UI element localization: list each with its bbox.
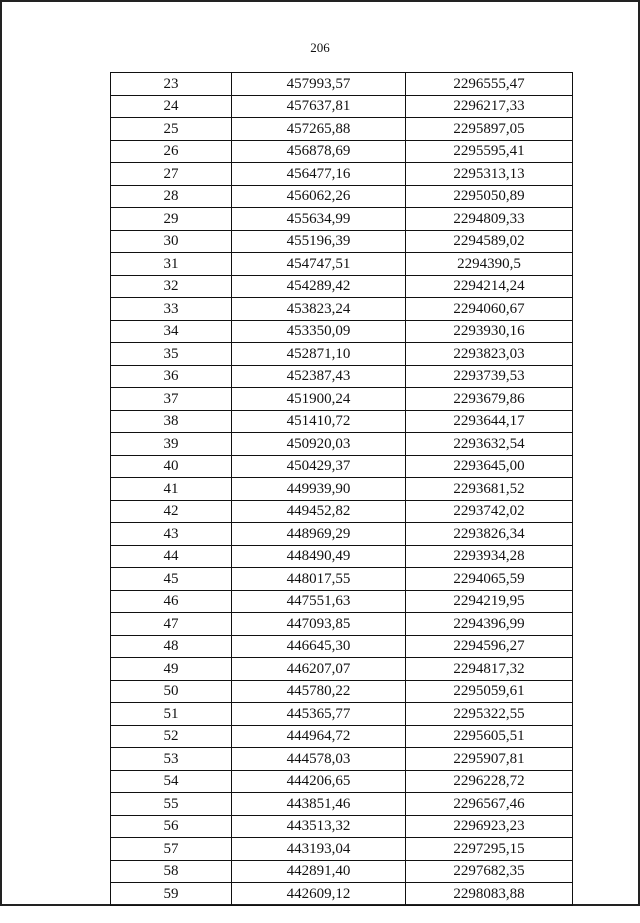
table-row — [111, 343, 573, 366]
point-number-cell: 38 — [111, 410, 232, 433]
y-coordinate-cell: 2293645,00 — [406, 455, 573, 478]
point-number-cell: 28 — [111, 185, 232, 208]
x-coordinate-cell: 456062,26 — [232, 185, 406, 208]
y-coordinate-cell: 2294589,02 — [406, 230, 573, 253]
table-row — [111, 140, 573, 163]
y-coordinate-cell: 2295605,51 — [406, 725, 573, 748]
table-row — [111, 883, 573, 906]
point-number-cell: 31 — [111, 253, 232, 276]
table-row — [111, 208, 573, 231]
table-row — [111, 815, 573, 838]
point-number-cell: 55 — [111, 793, 232, 816]
y-coordinate-cell: 2293679,86 — [406, 388, 573, 411]
y-coordinate-cell: 2296567,46 — [406, 793, 573, 816]
x-coordinate-cell: 453823,24 — [232, 298, 406, 321]
y-coordinate-cell: 2294390,5 — [406, 253, 573, 276]
point-number-cell: 45 — [111, 568, 232, 591]
y-coordinate-cell: 2294060,67 — [406, 298, 573, 321]
point-number-cell: 46 — [111, 590, 232, 613]
y-coordinate-cell: 2294396,99 — [406, 613, 573, 636]
table-row — [111, 590, 573, 613]
table-row — [111, 163, 573, 186]
y-coordinate-cell: 2296217,33 — [406, 95, 573, 118]
y-coordinate-cell: 2294214,24 — [406, 275, 573, 298]
x-coordinate-cell: 452871,10 — [232, 343, 406, 366]
x-coordinate-cell: 443193,04 — [232, 838, 406, 861]
table-row — [111, 635, 573, 658]
x-coordinate-cell: 444964,72 — [232, 725, 406, 748]
x-coordinate-cell: 455196,39 — [232, 230, 406, 253]
point-number-cell: 34 — [111, 320, 232, 343]
y-coordinate-cell: 2296923,23 — [406, 815, 573, 838]
y-coordinate-cell: 2295897,05 — [406, 118, 573, 141]
x-coordinate-cell: 448490,49 — [232, 545, 406, 568]
table-row — [111, 500, 573, 523]
x-coordinate-cell: 447551,63 — [232, 590, 406, 613]
table-row — [111, 185, 573, 208]
table-row — [111, 838, 573, 861]
y-coordinate-cell: 2294596,27 — [406, 635, 573, 658]
x-coordinate-cell: 446645,30 — [232, 635, 406, 658]
point-number-cell: 27 — [111, 163, 232, 186]
table-row — [111, 455, 573, 478]
y-coordinate-cell: 2293934,28 — [406, 545, 573, 568]
table-row — [111, 680, 573, 703]
table-row — [111, 748, 573, 771]
point-number-cell: 39 — [111, 433, 232, 456]
point-number-cell: 35 — [111, 343, 232, 366]
x-coordinate-cell: 449452,82 — [232, 500, 406, 523]
table-row — [111, 275, 573, 298]
x-coordinate-cell: 450429,37 — [232, 455, 406, 478]
x-coordinate-cell: 457993,57 — [232, 73, 406, 96]
x-coordinate-cell: 443513,32 — [232, 815, 406, 838]
point-number-cell: 29 — [111, 208, 232, 231]
y-coordinate-cell: 2293826,34 — [406, 523, 573, 546]
y-coordinate-cell: 2293632,54 — [406, 433, 573, 456]
point-number-cell: 33 — [111, 298, 232, 321]
table-row — [111, 298, 573, 321]
table-row — [111, 73, 573, 96]
y-coordinate-cell: 2295050,89 — [406, 185, 573, 208]
y-coordinate-cell: 2295322,55 — [406, 703, 573, 726]
point-number-cell: 36 — [111, 365, 232, 388]
point-number-cell: 44 — [111, 545, 232, 568]
x-coordinate-cell: 448017,55 — [232, 568, 406, 591]
x-coordinate-cell: 444578,03 — [232, 748, 406, 771]
point-number-cell: 30 — [111, 230, 232, 253]
y-coordinate-cell: 2293823,03 — [406, 343, 573, 366]
x-coordinate-cell: 451900,24 — [232, 388, 406, 411]
table-row — [111, 365, 573, 388]
x-coordinate-cell: 447093,85 — [232, 613, 406, 636]
point-number-cell: 24 — [111, 95, 232, 118]
x-coordinate-cell: 453350,09 — [232, 320, 406, 343]
table-row — [111, 770, 573, 793]
x-coordinate-cell: 457265,88 — [232, 118, 406, 141]
point-number-cell: 26 — [111, 140, 232, 163]
table-row — [111, 703, 573, 726]
point-number-cell: 37 — [111, 388, 232, 411]
point-number-cell: 59 — [111, 883, 232, 906]
y-coordinate-cell: 2296228,72 — [406, 770, 573, 793]
x-coordinate-cell: 450920,03 — [232, 433, 406, 456]
y-coordinate-cell: 2295907,81 — [406, 748, 573, 771]
x-coordinate-cell: 451410,72 — [232, 410, 406, 433]
x-coordinate-cell: 449939,90 — [232, 478, 406, 501]
y-coordinate-cell: 2293742,02 — [406, 500, 573, 523]
x-coordinate-cell: 452387,43 — [232, 365, 406, 388]
y-coordinate-cell: 2296555,47 — [406, 73, 573, 96]
y-coordinate-cell: 2293739,53 — [406, 365, 573, 388]
point-number-cell: 58 — [111, 860, 232, 883]
point-number-cell: 54 — [111, 770, 232, 793]
y-coordinate-cell: 2294219,95 — [406, 590, 573, 613]
point-number-cell: 48 — [111, 635, 232, 658]
y-coordinate-cell: 2294817,32 — [406, 658, 573, 681]
x-coordinate-cell: 457637,81 — [232, 95, 406, 118]
table-row — [111, 523, 573, 546]
y-coordinate-cell: 2293681,52 — [406, 478, 573, 501]
scan-border-top — [0, 0, 640, 2]
table-row — [111, 545, 573, 568]
table-row — [111, 478, 573, 501]
scan-border-left — [0, 0, 2, 921]
table-row — [111, 860, 573, 883]
x-coordinate-cell: 448969,29 — [232, 523, 406, 546]
point-number-cell: 23 — [111, 73, 232, 96]
table-row — [111, 568, 573, 591]
scan-border-bottom — [0, 904, 640, 923]
point-number-cell: 57 — [111, 838, 232, 861]
page-number: 206 — [310, 40, 330, 55]
point-number-cell: 56 — [111, 815, 232, 838]
table-row — [111, 388, 573, 411]
x-coordinate-cell: 456878,69 — [232, 140, 406, 163]
y-coordinate-cell: 2295313,13 — [406, 163, 573, 186]
x-coordinate-cell: 443851,46 — [232, 793, 406, 816]
point-number-cell: 49 — [111, 658, 232, 681]
table-row — [111, 793, 573, 816]
x-coordinate-cell: 456477,16 — [232, 163, 406, 186]
y-coordinate-cell: 2293930,16 — [406, 320, 573, 343]
point-number-cell: 25 — [111, 118, 232, 141]
table-row — [111, 433, 573, 456]
point-number-cell: 50 — [111, 680, 232, 703]
point-number-cell: 52 — [111, 725, 232, 748]
table-row — [111, 725, 573, 748]
x-coordinate-cell: 442891,40 — [232, 860, 406, 883]
x-coordinate-cell: 444206,65 — [232, 770, 406, 793]
point-number-cell: 43 — [111, 523, 232, 546]
y-coordinate-cell: 2297295,15 — [406, 838, 573, 861]
point-number-cell: 42 — [111, 500, 232, 523]
y-coordinate-cell: 2294809,33 — [406, 208, 573, 231]
table-row — [111, 230, 573, 253]
table-row — [111, 95, 573, 118]
x-coordinate-cell: 445365,77 — [232, 703, 406, 726]
y-coordinate-cell: 2294065,59 — [406, 568, 573, 591]
table-row — [111, 253, 573, 276]
coordinates-table-body — [111, 73, 573, 906]
table-row — [111, 118, 573, 141]
x-coordinate-cell: 454747,51 — [232, 253, 406, 276]
point-number-cell: 41 — [111, 478, 232, 501]
x-coordinate-cell: 446207,07 — [232, 658, 406, 681]
point-number-cell: 53 — [111, 748, 232, 771]
table-row — [111, 320, 573, 343]
table-row — [111, 658, 573, 681]
y-coordinate-cell: 2293644,17 — [406, 410, 573, 433]
y-coordinate-cell: 2297682,35 — [406, 860, 573, 883]
point-number-cell: 51 — [111, 703, 232, 726]
point-number-cell: 47 — [111, 613, 232, 636]
x-coordinate-cell: 445780,22 — [232, 680, 406, 703]
x-coordinate-cell: 442609,12 — [232, 883, 406, 906]
table-row — [111, 613, 573, 636]
y-coordinate-cell: 2295595,41 — [406, 140, 573, 163]
y-coordinate-cell: 2295059,61 — [406, 680, 573, 703]
point-number-cell: 32 — [111, 275, 232, 298]
coordinates-table — [110, 72, 573, 906]
table-row — [111, 410, 573, 433]
y-coordinate-cell: 2298083,88 — [406, 883, 573, 906]
point-number-cell: 40 — [111, 455, 232, 478]
x-coordinate-cell: 454289,42 — [232, 275, 406, 298]
x-coordinate-cell: 455634,99 — [232, 208, 406, 231]
